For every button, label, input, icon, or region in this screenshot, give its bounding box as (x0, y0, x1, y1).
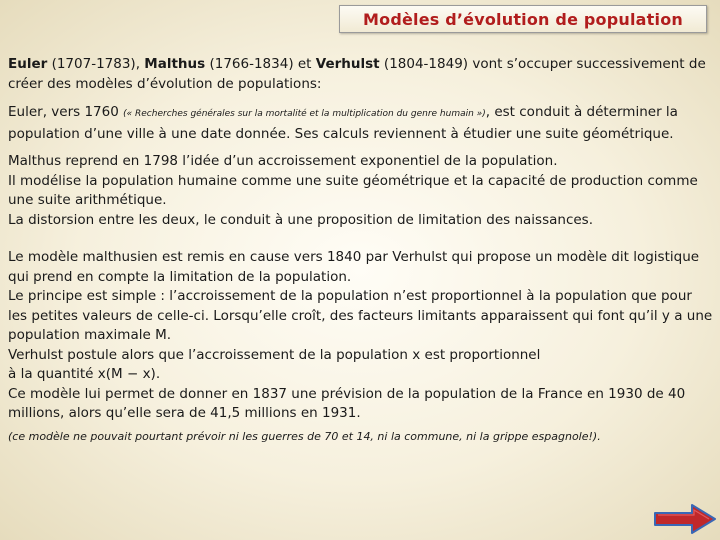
euler-rest: , est conduit à déterminer la population d’une ville à une date donnée. Ses calculs reviennent à étudier une suite géométrique. (8, 104, 678, 142)
closing-note: (ce modèle ne pouvait pourtant prévoir ni les guerres de 70 et 14, ni la commune, ni la grippe espagnole!). (8, 429, 601, 443)
euler-citation: (« Recherches générales sur la mortalité et la multiplication du genre humain ») (123, 109, 486, 119)
malthus-line-3: La distorsion entre les deux, le conduit à une proposition de limitation des naissances. (8, 211, 594, 228)
verhulst-line-1: Le modèle malthusien est remis en cause vers 1840 par Verhulst qui propose un modèle dit logistique qui prend en compte la limitation de la population. (8, 249, 700, 285)
slide-content (8, 55, 714, 445)
euler-dates: (1707-1783), (47, 56, 145, 72)
page-title-box (339, 5, 707, 33)
malthus-name: Malthus (144, 56, 206, 72)
euler-lead: Euler, vers 1760 (8, 104, 124, 120)
intro-paragraph (8, 55, 714, 94)
euler-paragraph (8, 103, 714, 144)
verhulst-dates: (1804-1849) vont s’occuper successivement de créer des modèles d’évolution de populations: (8, 56, 706, 92)
verhulst-line-2: Le principe est simple : l’accroissement de la population n’est proportionnel à la population que pour les petites valeurs de celle-ci. Lorsqu’elle croît, des facteurs limitants apparaissent qui font qu’il y a une population maximale M. (8, 288, 713, 343)
malthus-paragraph (8, 152, 714, 230)
verhulst-paragraph (8, 248, 714, 445)
malthus-line-1: Malthus reprend en 1798 l’idée d’un accroissement exponentiel de la population. (8, 153, 558, 169)
verhulst-line-3: Verhulst postule alors que l’accroissement de la population x est proportionnel (8, 346, 541, 363)
arrow-right-icon (652, 502, 718, 536)
next-slide-button[interactable] (652, 502, 718, 536)
verhulst-line-4: à la quantité x(M − x). (8, 366, 161, 382)
verhulst-line-5: Ce modèle lui permet de donner en 1837 une prévision de la population de la France en 1930 de 40 millions, alors qu’elle sera de 41,5 millions en 1931. (8, 385, 686, 421)
malthus-dates: (1766-1834) et (205, 56, 316, 72)
malthus-line-2: Il modélise la population humaine comme une suite géométrique et la capacité de production comme une suite arithmétique. (8, 172, 698, 208)
euler-name: Euler (8, 56, 48, 72)
page-title: Modèles d’évolution de population (363, 9, 683, 29)
verhulst-name: Verhulst (315, 56, 380, 72)
